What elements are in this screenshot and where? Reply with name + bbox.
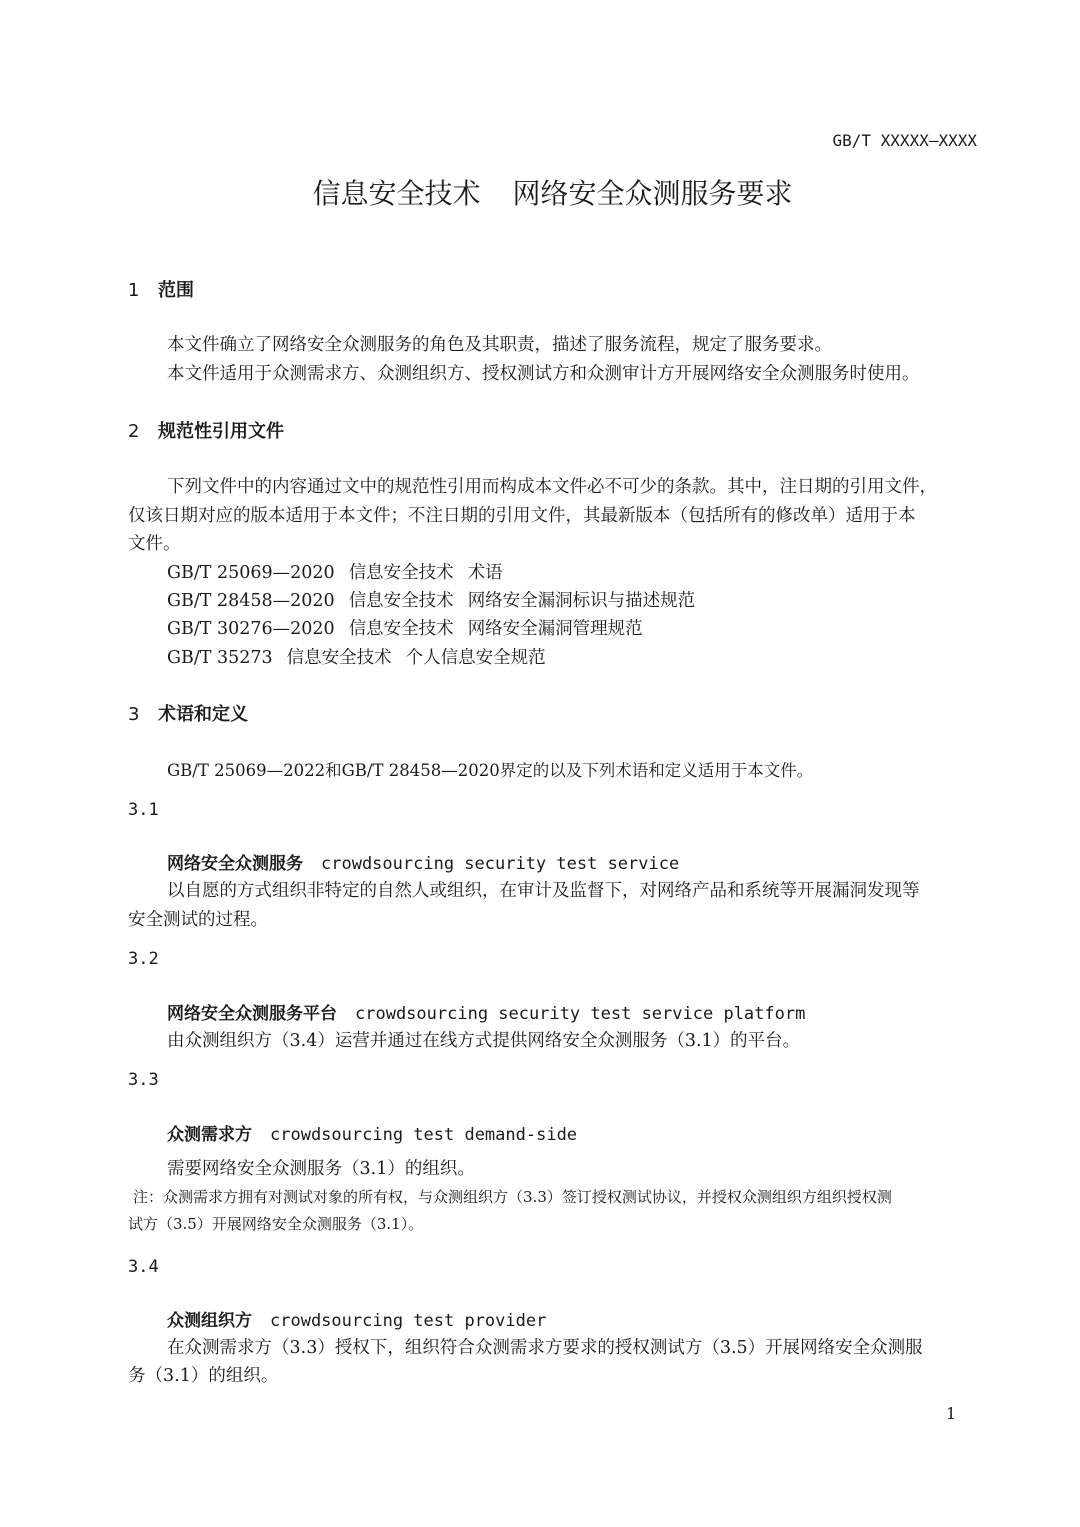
term-number: 3.3 <box>128 1070 159 1090</box>
reference-title2: 网络安全漏洞管理规范 <box>467 619 643 639</box>
term-zh: 众测组织方 <box>167 1311 252 1331</box>
title-part2: 网络安全众测服务要求 <box>512 177 793 210</box>
reference-code: GB/T 28458—2020 <box>167 591 335 611</box>
section-number: 3 <box>128 704 140 725</box>
reference-code: GB/T 25069—2020 <box>167 563 335 583</box>
term-number: 3.2 <box>128 949 159 969</box>
term-definition: 安全测试的过程。 <box>128 910 268 930</box>
term-number: 3.1 <box>128 800 159 820</box>
reference-item <box>167 587 695 612</box>
reference-item <box>167 615 643 640</box>
reference-title2: 网络安全漏洞标识与描述规范 <box>467 591 696 611</box>
term-heading <box>167 1120 577 1145</box>
term-zh: 网络安全众测服务平台 <box>167 1004 337 1024</box>
term-definition: 由众测组织方（3.4）运营并通过在线方式提供网络安全众测服务（3.1）的平台。 <box>167 1031 801 1051</box>
reference-title1: 信息安全技术 <box>348 619 454 639</box>
note-line: 注：众测需求方拥有对测试对象的所有权，与众测组织方（3.3）签订授权测试协议，并授权众测组织方组织授权测 <box>133 1188 892 1206</box>
term-number: 3.4 <box>128 1257 159 1277</box>
term-definition: 务（3.1）的组织。 <box>128 1366 279 1386</box>
term-definition: 需要网络安全众测服务（3.1）的组织。 <box>167 1159 475 1179</box>
reference-title2: 术语 <box>467 563 503 583</box>
section-number: 1 <box>128 280 140 301</box>
reference-item <box>167 644 546 669</box>
paragraph-line: 仅该日期对应的版本适用于本文件；不注日期的引用文件，其最新版本（包括所有的修改单）适用于本 <box>128 506 916 526</box>
term-en: crowdsourcing security test service <box>321 854 680 874</box>
section-3-heading <box>128 700 248 726</box>
paragraph: 本文件适用于众测需求方、众测组织方、授权测试方和众测审计方开展网络安全众测服务时使用。 <box>167 364 920 384</box>
note-line: 试方（3.5）开展网络安全众测服务（3.1）。 <box>128 1215 424 1233</box>
term-en: crowdsourcing test demand-side <box>270 1125 578 1145</box>
title-part1: 信息安全技术 <box>312 177 481 210</box>
term-zh: 网络安全众测服务 <box>167 854 303 874</box>
term-en: crowdsourcing security test service platform <box>355 1004 806 1024</box>
term-definition: 在众测需求方（3.3）授权下，组织符合众测需求方要求的授权测试方（3.5）开展网络安全众测服 <box>167 1338 923 1358</box>
reference-code: GB/T 30276—2020 <box>167 619 335 639</box>
section-number: 2 <box>128 421 140 442</box>
term-zh: 众测需求方 <box>167 1125 252 1145</box>
reference-title1: 信息安全技术 <box>286 648 392 668</box>
reference-item <box>167 559 503 584</box>
paragraph-line: 下列文件中的内容通过文中的规范性引用而构成本文件必不可少的条款。其中，注日期的引用文件， <box>167 477 937 497</box>
section-title: 范围 <box>158 280 194 301</box>
term-heading <box>167 849 679 874</box>
page-number: 1 <box>946 1404 957 1423</box>
paragraph: GB/T 25069—2022和GB/T 28458—2020界定的以及下列术语和定义适用于本文件。 <box>167 761 814 780</box>
reference-title2: 个人信息安全规范 <box>405 648 546 668</box>
term-definition: 以自愿的方式组织非特定的自然人或组织，在审计及监督下，对网络产品和系统等开展漏洞发现等 <box>167 881 920 901</box>
reference-title1: 信息安全技术 <box>348 591 454 611</box>
reference-title1: 信息安全技术 <box>348 563 454 583</box>
term-heading <box>167 999 805 1024</box>
reference-code: GB/T 35273 <box>167 648 273 668</box>
section-2-heading <box>128 417 284 443</box>
term-en: crowdsourcing test provider <box>270 1311 547 1331</box>
term-heading <box>167 1306 546 1331</box>
section-title: 术语和定义 <box>158 704 248 725</box>
section-1-heading <box>128 276 194 302</box>
document-title <box>0 172 1080 212</box>
paragraph-line: 文件。 <box>128 534 181 554</box>
paragraph: 本文件确立了网络安全众测服务的角色及其职责，描述了服务流程，规定了服务要求。 <box>167 335 832 355</box>
section-title: 规范性引用文件 <box>158 421 284 442</box>
standard-number: GB/T XXXXX—XXXX <box>832 131 977 150</box>
